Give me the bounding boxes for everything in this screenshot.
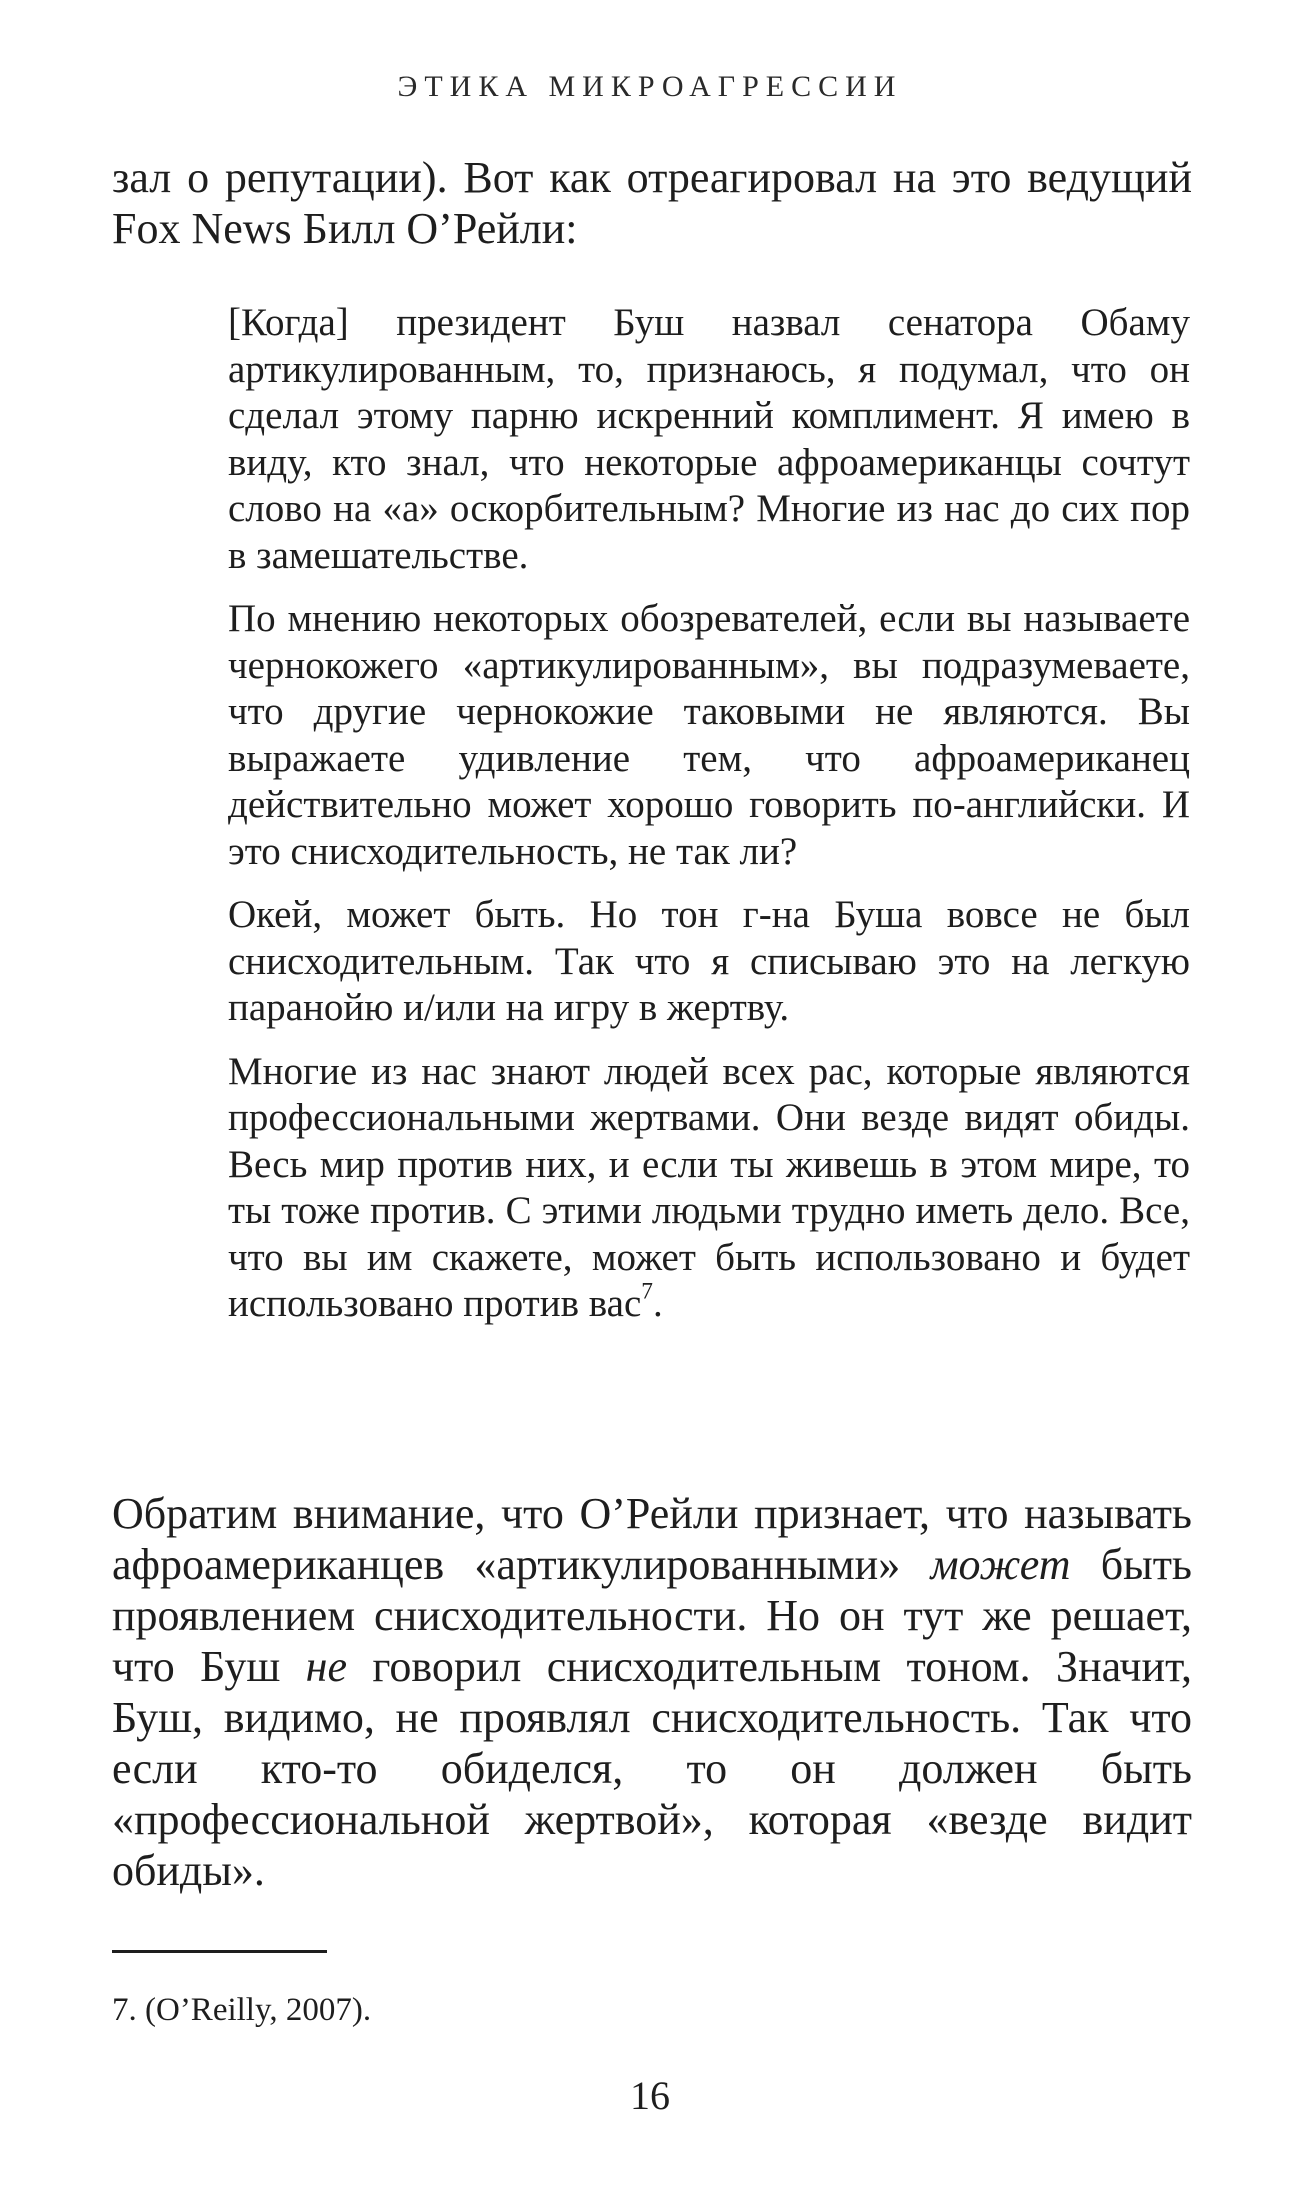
conclusion-emphasis-2: не <box>305 1642 347 1691</box>
conclusion-part-1: Обратим внимание, что О’Рейли признает, что называть афроамериканцев «артикулированными» <box>112 1489 1192 1589</box>
footnote-reference: 7 <box>641 1278 653 1305</box>
block-quote <box>228 300 1190 1345</box>
conclusion-emphasis-1: может <box>930 1540 1071 1589</box>
footnote: 7. (O’Reilly, 2007). <box>112 1992 372 2028</box>
conclusion-part-2: быть проявлением снисходительности. Но он тут же решает, что Буш <box>112 1540 1192 1691</box>
intro-text: зал о репутации). Вот как отреагировал на это ведущий Fox News Билл О’Рейли: <box>112 153 1192 253</box>
conclusion-part-3: говорил снисходительным тоном. Значит, Буш, видимо, не проявлял снисходительность. Так что если кто-то обиделся, то он должен быть «профессиональной жертвой», которая «везде видит обиды». <box>112 1642 1192 1895</box>
quote-paragraph-1: [Когда] президент Буш назвал сенатора Обаму артикулированным, то, признаюсь, я подумал, что он сделал этому парню искренний комплимент. Я имею в виду, кто знал, что некоторые афроамериканцы сочтут слово на «а» оскорбительным? Многие из нас до сих пор в замешательстве. <box>228 301 1190 577</box>
quote-paragraph-2: По мнению некоторых обозревателей, если вы называете чернокожего «артикулированным», вы подразумеваете, что другие чернокожие таковыми не являются. Вы выражаете удивление тем, что афроамериканец действительно может хорошо говорить по-английски. И это снисходительность, не так ли? <box>228 597 1190 873</box>
running-head: ЭТИКА МИКРОАГРЕССИИ <box>397 70 903 103</box>
quote-paragraph-4 <box>228 1049 1190 1328</box>
page-number: 16 <box>630 2073 670 2118</box>
footnote-divider <box>112 1950 327 1953</box>
conclusion-paragraph <box>112 1488 1192 1896</box>
quote-paragraph-3: Окей, может быть. Но тон г-на Буша вовсе не был снисходительным. Так что я списываю это на легкую паранойю и/или на игру в жертву. <box>228 893 1190 1029</box>
quote-paragraph-4-end: . <box>652 1282 663 1325</box>
intro-paragraph <box>112 152 1192 254</box>
quote-paragraph-4-text: Многие из нас знают людей всех рас, которые являются профессиональными жертвами. Они везде видят обиды. Весь мир против них, и если ты живешь в этом мире, то ты тоже против. С этими людьми трудно иметь дело. Все, что вы им скажете, может быть использовано и будет использовано против вас <box>228 1049 1190 1325</box>
conclusion-text <box>112 1488 1192 1896</box>
